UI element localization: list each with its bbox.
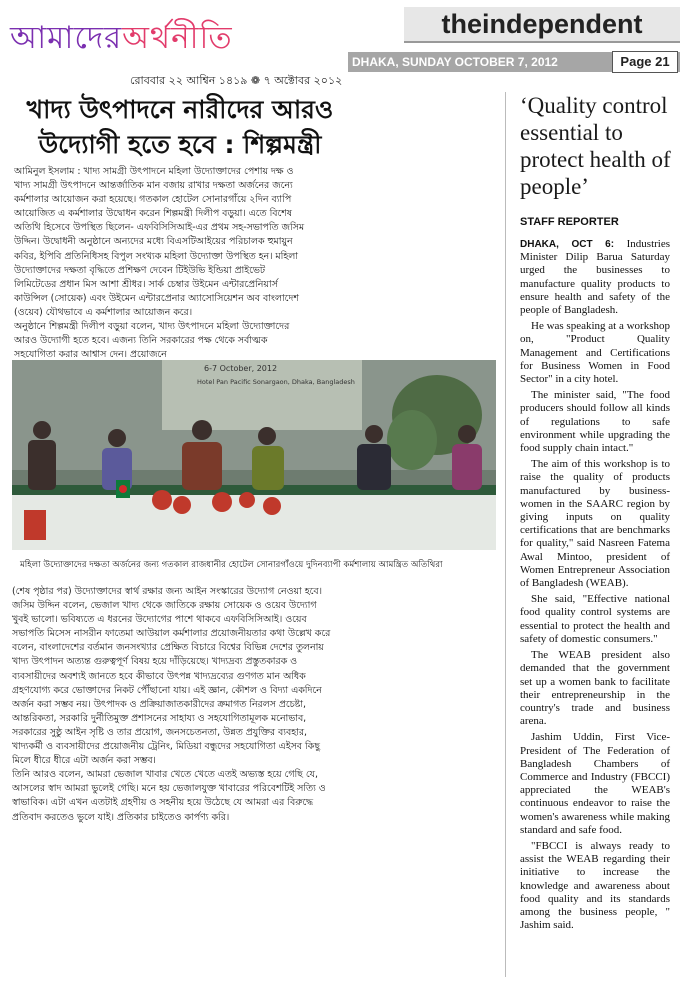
photo-banner-date: 6-7 October, 2012 <box>204 364 278 373</box>
bangla-body-line: অতিথি হিসেবে উপস্থিত ছিলেন- এফবিসিসিআই-এর প্রথম সহ-সভাপতি জসিম <box>14 222 305 234</box>
bangla-body-line: গ্রহণযোগ্য করে ভোক্তাদের নিকট পৌঁছানো যায়। এই জ্ঞান, কৌশল ও বিদ্যা একদিনে <box>12 684 322 696</box>
bangla-body-line: তিনি আরও বলেন, আমরা ভেজাল খাবার খেতে খেতে এতই অভ্যস্ত হয়ে গেছি যে, <box>12 769 318 781</box>
bangla-date-line: রোববার ২২ আশ্বিন ১৪১৯ ❁ ৭ অক্টোবর ২০১২ <box>130 74 343 87</box>
masthead-part1: আমাদের <box>10 20 123 56</box>
english-paragraph-text: Industries Minister Dilip Barua Saturday urged the businesses to manufacture quality products to ensure health and safety of the people of Bangladesh. <box>520 238 671 317</box>
bangla-body-top <box>14 165 348 362</box>
bangla-body-line: স্বাভাবিক। এটা এখন এতটাই গ্রহণীয় ও সহনীয় হয়ে উঠেছে যে আমরা এর বিরুদ্ধে <box>12 797 314 809</box>
bangla-body-line: উদ্দিন। উদ্বোধনী অনুষ্ঠানে অন্যদের মধ্যে বিএসটিআইয়ের পরিচালক হুমায়ুন <box>14 236 293 248</box>
bangla-headline <box>10 92 350 162</box>
column-divider <box>505 92 506 977</box>
bangla-body-line: উদ্যোক্তাদের দক্ষতা বৃদ্ধিতে প্রশিক্ষণ দেবেন টিইউভি ইন্ডিয়া প্রাইভেট <box>14 264 265 276</box>
english-paragraph: The aim of this workshop is to raise the quality of products manufactured by business-women in the SAARC region by giving inputs on quality certifications that are benchmarks for quality," said Nasreen Fatema Awal Mintoo, president of Women Entrepreneur Association of Bangladesh (WEAB). <box>520 458 670 590</box>
english-paragraph: He was speaking at a workshop on, "Product Quality Management and Certifications for Business Women in Food Sector" in a city hotel. <box>520 320 670 386</box>
dateline-text: DHAKA, SUNDAY OCTOBER 7, 2012 <box>352 55 558 69</box>
english-paragraph: "FBCCI is always ready to assist the WEAB regarding their initiative to increase the knowledge and awareness about food quality and its standards among the business people, " Jashim said. <box>520 839 670 932</box>
masthead-part2: অর্থনীতি <box>122 20 233 56</box>
amader-orthoniti-masthead <box>10 14 330 58</box>
bangla-body-line: সহযোগিতা করার আশ্বাস দেন। প্রয়োজনে <box>14 349 167 361</box>
english-paragraph: The WEAB president also demanded that the government set up a women bank to facilitate their entrepreneurship in the country's trade and business arena. <box>520 649 670 728</box>
bangla-body-line: আসলের স্বাদ আমরা ভুলেই গেছি। মনে হয় ভেজালযুক্ত খাবারের পরিবেশটিই সত্যি ও <box>12 783 326 795</box>
bangla-body-line: কর্মশালার আয়োজন করা হয়েছে। গতকাল হোটেল সোনারগাঁয়ে ২দিন ব্যাপি <box>14 194 292 206</box>
bangla-body-line: বলেন, বাংলাদেশের বর্তমান জনসংখ্যার প্রেক্ষিত বিচারে বিশ্বের বিভিন্ন দেশের তুলনায় <box>12 642 324 654</box>
english-body <box>520 238 670 935</box>
bangla-headline-line1: খাদ্য উৎপাদনে নারীদের আরও <box>26 95 334 124</box>
bangla-body-line: অর্জন করা সম্ভব নয়। উৎপাদক ও প্রক্রিয়াজাতকারীদের ক্রমাগত নিরলস প্রচেষ্টা, <box>12 698 306 710</box>
bangla-body-line: আন্তরিকতা, সরকারি দুর্নীতিমুক্ত প্রশাসনের সাহায্য ও সহযোগিতামূলক মনোভাব, <box>12 712 307 724</box>
english-dateline: DHAKA, OCT 6: <box>520 239 615 250</box>
english-headline: ‘Quality control essential to protect health of people’ <box>520 93 671 199</box>
bangla-body-line: (ওয়েব) যৌথভাবে এ কর্মশালার আয়োজন করে। <box>14 306 193 318</box>
bangla-body-bottom <box>12 585 496 825</box>
bangla-body-line: সভাপতি মিসেস নাসরীন ফাতেমা আউয়াল কর্মশালার প্রয়োজনীয়তার কথা উল্লেখ করে <box>12 628 331 640</box>
photo-caption: মহিলা উদ্যোক্তাদের দক্ষতা অর্জনের জন্য গতকাল রাজধানীর হোটেল সোনারগাঁওয়ে দুদিনব্যাপী কর্মশালায় আমন্ত্রিত অতিথিরা <box>20 560 443 570</box>
bangla-body-line: সরকারের সুষ্ঠু আইন সৃষ্টি ও তার প্রয়োগ, জনসচেতনতা, উন্নত প্রযুক্তির ব্যবহার, <box>12 726 307 738</box>
bangla-body-line: খাদ্যকর্মী ও ব্যবসায়ীদের প্রয়োজনীয় ট্রেনিং, মিডিয়া বন্ধুদের সহযোগিতা এইসব কিছু <box>12 741 320 753</box>
bangla-body-line: কাউন্সিল (সোয়েক) এবং উইমেন এন্টারপ্রেনার অ্যাসোসিয়েশন অব বাংলাদেশ <box>14 292 299 304</box>
bangla-body-line: মিলে ধীরে ধীরে এটা অর্জন করা সম্ভব। <box>12 755 156 767</box>
bangla-body-line: আমিনুল ইসলাম : খাদ্য সামগ্রী উৎপাদনে মহিলা উদ্যোক্তাদের পেশায় দক্ষ ও <box>14 166 294 177</box>
bangla-body-line: খাদ্য উৎপাদন অত্যন্ত গুরুত্বপূর্ণ বিষয় হয়ে দাঁড়িয়েছে। খাদ্যদ্রব্য প্রস্তুতকারক ও <box>12 656 298 668</box>
bangla-body-line: কবির, ইপিবি প্রতিনিধিসহ বিপুল সংখ্যক মহিলা উদ্যোক্তা উপস্থিত হন। মহিলা <box>14 250 298 262</box>
bangla-headline-line2: উদ্যোগী হতে হবে : শিল্পমন্ত্রী <box>38 130 322 159</box>
byline: STAFF REPORTER <box>520 216 619 228</box>
english-paragraph: The minister said, "The food producers should follow all kinds of regulations to safe environment while upgrading the food supply chain intact." <box>520 389 670 455</box>
bangla-body-line: খাদ্য সামগ্রী উৎপাদনে আন্তর্জাতিক মান বজায় রাখার দক্ষতা অর্জনের জন্যে <box>14 180 293 192</box>
page-number: Page 21 <box>612 51 678 73</box>
photo-banner-venue: Hotel Pan Pacific Sonargaon, Dhaka, Bangladesh <box>197 378 355 386</box>
workshop-photo <box>12 360 496 550</box>
bangla-body-line: লিমিটেডের প্রধান মিস আশা শ্রীধর। সার্ক চেম্বার উইমেন এন্টারপ্রেনিয়ার্স <box>14 278 278 290</box>
bangla-body-line: (শেষ পৃষ্ঠার পর) উদ্যোক্তাদের স্বার্থ রক্ষার জন্য আইন সংস্কারের উদ্যোগ নেওয়া হবে। <box>12 586 322 597</box>
english-paragraph: Jashim Uddin, First Vice-President of The Federation of Bangladesh Chambers of Commerce and Industry (FBCCI) appreciated the WEAB's continuous endeavor to raise the women's awareness while making standard and safe food. <box>520 731 670 836</box>
bangla-body-line: প্রতিবাদ করতেও ভুলে যাই। প্রতিকার চাইতেও কার্পণ্য করি। <box>12 811 230 823</box>
bangla-body-line: আরও উদ্যোগী হতে হবে। এজন্য তিনি সরকারের পক্ষ থেকে সর্বাত্মক <box>14 335 268 347</box>
bangla-body-line: ব্যবসায়ীদের অবশ্যই জানতে হবে কীভাবে উৎপন্ন খাদ্যদ্রব্যের গুণগত মান অধিক <box>12 670 306 682</box>
english-paragraph: She said, "Effective national food quality control systems are essential to protect the health and safety of domestic consumers." <box>520 593 670 645</box>
bangla-body-line: খুবই ভালো। ভবিষ্যতে এ ধরনের উদ্যোগের পাশে থাকবে এফবিসিসিআই। ওয়েব <box>12 614 307 626</box>
bangla-body-line: জসিম উদ্দিন বলেন, ভেজাল খাদ্য থেকে জাতিকে রক্ষায় সোয়েক ও ওয়েব উদ্যোগ <box>12 600 317 612</box>
the-independent-logo: theindependent <box>404 7 680 43</box>
workshop-photo-drawing <box>12 360 496 550</box>
bangla-body-line: আয়োজিত এ কর্মশালার উদ্বোধন করেন শিল্পমন্ত্রী দিলীপ বড়ুয়া। এতে বিশেষ <box>14 208 292 220</box>
bangla-body-line: অনুষ্ঠানে শিল্পমন্ত্রী দিলীপ বড়ুয়া বলেন, খাদ্য উৎপাদনে মহিলা উদ্যোক্তাদের <box>14 321 290 333</box>
english-paragraph <box>520 238 670 317</box>
